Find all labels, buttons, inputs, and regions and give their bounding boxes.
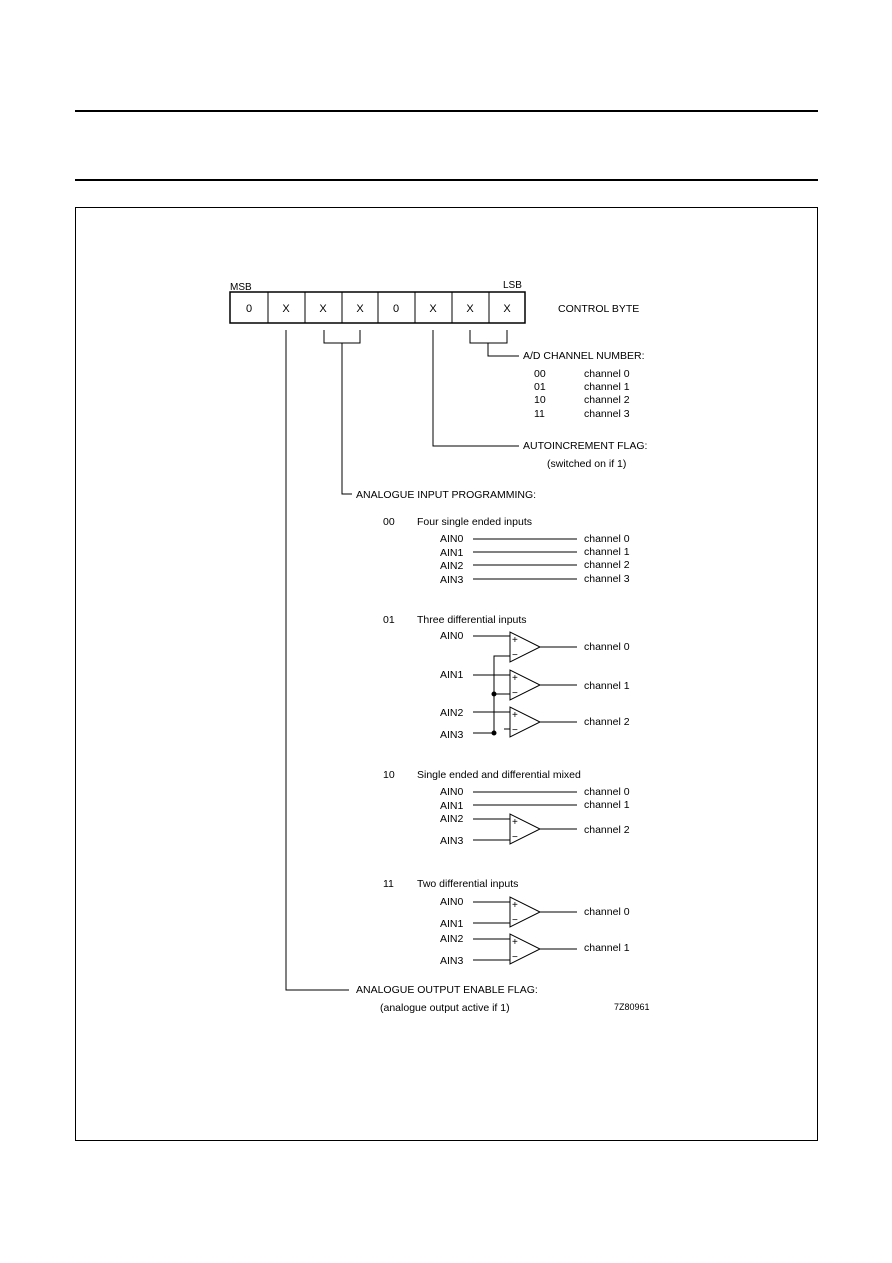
autoincrement-leader — [433, 330, 519, 446]
mode10-input: AIN3 — [440, 835, 464, 847]
bit-2: X — [429, 303, 437, 315]
mode11-output: channel 1 — [584, 942, 630, 954]
ad-label: channel 0 — [584, 368, 630, 380]
mode01-output: channel 1 — [584, 680, 630, 692]
mode11-label: Two differential inputs — [417, 878, 519, 890]
ad-label: channel 3 — [584, 408, 630, 420]
plus-sign: + — [512, 937, 518, 948]
mode00-output: channel 3 — [584, 573, 630, 585]
ad-label: channel 2 — [584, 394, 630, 406]
bit-4: X — [356, 303, 364, 315]
mode00-output: channel 2 — [584, 559, 630, 571]
mode00-output: channel 0 — [584, 533, 630, 545]
ad-code: 11 — [534, 408, 545, 420]
bit-3: 0 — [392, 303, 400, 315]
ad-channel-bracket — [470, 330, 519, 356]
mode10-label: Single ended and differential mixed — [417, 769, 581, 781]
mode10-input: AIN0 — [440, 786, 464, 798]
output-enable-leader — [286, 330, 349, 990]
mode00-label: Four single ended inputs — [417, 516, 532, 528]
mode01-output: channel 2 — [584, 716, 630, 728]
plus-sign: + — [512, 710, 518, 721]
input-programming-title: ANALOGUE INPUT PROGRAMMING: — [356, 489, 537, 501]
plus-sign: + — [512, 673, 518, 684]
bit-5: X — [319, 303, 327, 315]
ad-channel-title: A/D CHANNEL NUMBER: — [523, 350, 645, 362]
mode00-input: AIN1 — [440, 547, 464, 559]
input-programming-bracket — [324, 330, 360, 494]
mode00-output: channel 1 — [584, 546, 630, 558]
mode00-code: 00 — [383, 516, 395, 528]
lsb-label: LSB — [503, 280, 522, 291]
plus-sign: + — [512, 900, 518, 911]
mode01-code: 01 — [383, 614, 395, 626]
bit-7: 0 — [245, 303, 253, 315]
minus-sign: − — [512, 650, 518, 661]
bit-1: X — [466, 303, 474, 315]
minus-sign: − — [512, 832, 518, 843]
bit-6: X — [282, 303, 290, 315]
junction-dot — [492, 692, 496, 696]
mode01-input: AIN2 — [440, 707, 464, 719]
autoincrement-title: AUTOINCREMENT FLAG: — [523, 440, 648, 452]
mode01-label: Three differential inputs — [417, 614, 527, 626]
minus-sign: − — [512, 952, 518, 963]
mode10-output: channel 2 — [584, 824, 630, 836]
msb-label: MSB — [230, 282, 252, 293]
mode01-output: channel 0 — [584, 641, 630, 653]
mode00-input: AIN3 — [440, 574, 464, 586]
ad-label: channel 1 — [584, 381, 630, 393]
mode11-code: 11 — [383, 878, 394, 890]
minus-sign: − — [512, 915, 518, 926]
mode11-input: AIN1 — [440, 918, 464, 930]
mode10-input: AIN2 — [440, 813, 464, 825]
output-enable-title: ANALOGUE OUTPUT ENABLE FLAG: — [356, 984, 538, 996]
mode11-input: AIN3 — [440, 955, 464, 967]
mode01-wiring — [473, 636, 577, 733]
mode10-input: AIN1 — [440, 800, 464, 812]
mode10-output: channel 1 — [584, 799, 630, 811]
ad-code: 01 — [534, 381, 546, 393]
mode01-input: AIN1 — [440, 669, 464, 681]
plus-sign: + — [512, 817, 518, 828]
mode11-output: channel 0 — [584, 906, 630, 918]
mode11-input: AIN2 — [440, 933, 464, 945]
bit-0: X — [503, 303, 511, 315]
ad-code: 10 — [534, 394, 546, 406]
mode00-input: AIN0 — [440, 533, 464, 545]
minus-sign: − — [512, 725, 518, 736]
minus-sign: − — [512, 688, 518, 699]
mode11-wiring — [473, 902, 577, 960]
mode01-input: AIN3 — [440, 729, 464, 741]
mode10-output: channel 0 — [584, 786, 630, 798]
junction-dot — [492, 731, 496, 735]
output-enable-note: (analogue output active if 1) — [380, 1002, 510, 1014]
ad-code: 00 — [534, 368, 546, 380]
plus-sign: + — [512, 635, 518, 646]
figure-code: 7Z80961 — [614, 1002, 650, 1012]
mode01-input: AIN0 — [440, 630, 464, 642]
mode00-input: AIN2 — [440, 560, 464, 572]
autoincrement-note: (switched on if 1) — [547, 458, 627, 470]
control-byte-title: CONTROL BYTE — [558, 303, 640, 315]
mode10-code: 10 — [383, 769, 395, 781]
mode11-input: AIN0 — [440, 896, 464, 908]
